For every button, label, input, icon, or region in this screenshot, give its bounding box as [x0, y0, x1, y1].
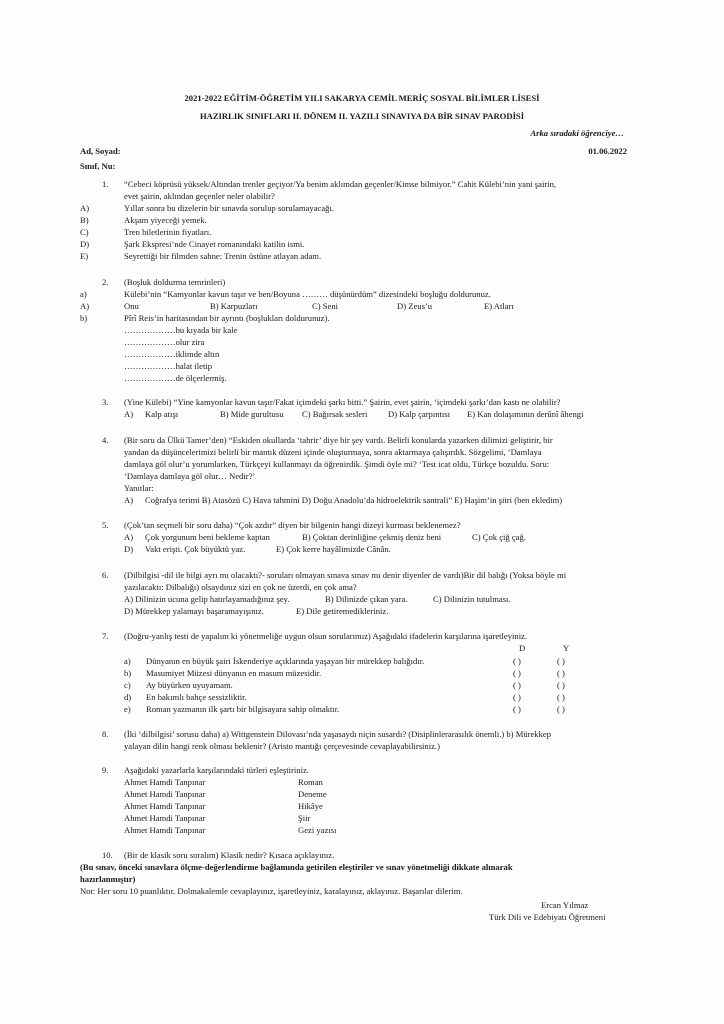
option-text: E) Kan dolaşımının derûnî âhengi	[467, 409, 584, 419]
question-number: 4.	[102, 435, 109, 445]
question-text: yalayan dilin hangi renk olması beklenir? (Aristo mantığı çerçevesinde cevaplayabilirsiniz.)	[124, 741, 440, 751]
option-text: Şark Ekspresi’nde Cinayet romanındaki katilin ismi.	[124, 239, 305, 249]
fill-blank-line: ………………olur zira	[124, 337, 205, 347]
item-label: d)	[124, 692, 132, 702]
question-text: (Bir de klasik soru soralım) Klasik nedir? Kısaca açıklayınız.	[124, 850, 335, 860]
exam-title-line1: 2021-2022 EĞİTİM-ÖĞRETİM YILI SAKARYA CEMİL MERİÇ SOSYAL BİLİMLER LİSESİ	[184, 93, 540, 103]
question-text: (Bir soru da Ülkü Tamer’den) “Eskiden okullarda ‘tahrir’ diye bir şey vardı. Belirli konularda yazarken dilimizi geliştirir, bir	[124, 435, 553, 445]
question-number: 7.	[102, 631, 109, 641]
option-text: E) Atları	[484, 301, 514, 311]
option-text: A) Dilinizin ucuna gelip hatırlayamadığınız şey.	[124, 594, 290, 604]
false-checkbox[interactable]: ( )	[557, 692, 565, 702]
item-label: c)	[124, 680, 131, 690]
false-checkbox[interactable]: ( )	[557, 704, 565, 714]
question-text: Aşağıdaki yazarlarla karşılarındaki türleri eşleştiriniz.	[124, 765, 309, 775]
option-text: B) Dilinizde çıkan yara.	[325, 594, 408, 604]
option-text: C) Dilinizin tutulması.	[433, 594, 511, 604]
author-name: Ahmet Hamdi Tanpınar	[124, 789, 206, 799]
question-number: 6.	[102, 570, 109, 580]
question-number: 8.	[102, 729, 109, 739]
option-text: Çok yorgunum beni bekleme kaptan	[145, 532, 270, 542]
author-name: Ahmet Hamdi Tanpınar	[124, 813, 206, 823]
column-header-false: Y	[563, 643, 570, 653]
question-number: 9.	[102, 765, 109, 775]
question-text: “Cebeci köprüsü yüksek/Altından trenler geçiyor/Ya benim aklımdan geçenler/Kimse bilmiyor.” Cahit Külebi’nin yani şairin,	[124, 179, 557, 189]
false-checkbox[interactable]: ( )	[557, 668, 565, 678]
item-label: e)	[124, 704, 131, 714]
fill-blank-line: ………………iklimde altın	[124, 349, 220, 359]
author-name: Ahmet Hamdi Tanpınar	[124, 777, 206, 787]
item-label: a)	[124, 656, 131, 666]
option-text: Onu	[124, 301, 139, 311]
question-number: 10.	[102, 850, 113, 860]
author-name: Ahmet Hamdi Tanpınar	[124, 801, 206, 811]
teacher-name: Ercan Yılmaz	[541, 900, 589, 910]
option-text: Yıllar sonra bu dizelerin bir sınavda sorulup sorulamayacağı.	[124, 203, 335, 213]
option-text: B) Karpuzları	[210, 301, 258, 311]
question-text: yazılacaktı: Dilbalığı) olsaydınız sizi en çok ne üzerdi, en çok ama?	[124, 582, 357, 592]
scoring-note: Not: Her soru 10 puanlıktır. Dolmakalemle cevaplayınız, işaretleyiniz, karalayınız, aklayınız. Başarılar dilerim.	[80, 886, 463, 896]
genre-name: Gezi yazısı	[298, 825, 337, 835]
genre-name: Şiir	[298, 813, 311, 823]
option-text: C) Bağırsak sesleri	[302, 409, 368, 419]
option-label: A)	[80, 203, 90, 213]
option-text: E) Dile getiremedikleriniz.	[296, 606, 389, 616]
column-header-true: D	[519, 643, 526, 653]
question-text: yandan da düşüncelerimizi belirli bir mantık düzeni içinde oluşturmaya, sonra aktarmaya çalışırdık. Sözgelimi, ‘Damlaya	[124, 447, 542, 457]
true-checkbox[interactable]: ( )	[513, 704, 521, 714]
sub-text: Külebi’nin “Kamyonlar kavun taşır ve ben/Boyuna ……… düşünürdüm” dizesindeki boşluğu doldurunuz.	[124, 289, 491, 299]
author-name: Ahmet Hamdi Tanpınar	[124, 825, 206, 835]
genre-name: Hikâye	[298, 801, 323, 811]
question-text: (Dilbilgisi -dil ile bilgi ayrı mı olacaktı?- soruları olmayan sınava sınav mı denir diyenler de vardı)Bir dil balığı (Yoksa böyle mi	[124, 570, 567, 580]
question-text: (Doğru-yanlış testi de yapalım ki yönetmeliğe uygun olsun sorularımız) Aşağıdaki ifadelerin karşılarına işaretleyiniz.	[124, 631, 528, 641]
option-label: C)	[80, 227, 89, 237]
option-text: C) Çok çiğ çağ.	[472, 532, 526, 542]
true-checkbox[interactable]: ( )	[513, 656, 521, 666]
false-checkbox[interactable]: ( )	[557, 680, 565, 690]
question-text: (Boşluk doldurma temrinleri)	[124, 277, 226, 287]
option-text: D) Kalp çarpıntısı	[388, 409, 451, 419]
option-text: C) Seni	[312, 301, 339, 311]
option-text: Vakt erişti. Çok büyüktü yaz.	[145, 544, 246, 554]
true-checkbox[interactable]: ( )	[513, 680, 521, 690]
item-text: En bakımlı bahçe sessizliktir.	[146, 692, 247, 702]
sub-label: a)	[80, 289, 87, 299]
option-label: B)	[80, 215, 89, 225]
item-text: Ay büyürken uyuyamam.	[146, 680, 233, 690]
option-text: Tren biletlerinin fiyatları.	[124, 227, 212, 237]
question-number: 3.	[102, 397, 109, 407]
item-text: Roman yazmanın ilk şartı bir bilgisayara sahip olmaktır.	[146, 704, 340, 714]
option-label: A)	[124, 495, 134, 505]
option-text: B) Çoktan derinliğine çekmiş deniz beni	[302, 532, 442, 542]
question-number: 1.	[102, 179, 109, 189]
question-text: (Çok’tan seçmeli bir soru daha) “Çok azdır” diyen bir bilgenin hangi dizeyi kurması beklenemez?	[124, 520, 461, 530]
option-text: Akşam yiyeceği yemek.	[124, 215, 207, 225]
option-label: A)	[124, 532, 134, 542]
exam-title-line2: HAZIRLIK SINIFLARI II. DÖNEM II. YAZILI SINAVIYA DA BİR SINAV PARODİSİ	[199, 111, 525, 121]
question-text: (Yine Külebi) “Yine kamyonlar kavun taşır/Fakat içimdeki şarkı bitti.” Şairin, evet şairin, ‘içimdeki şarkı’dan kastı ne olabilir?	[124, 397, 561, 407]
fill-blank-line: ………………bu kıyada bir kale	[124, 325, 238, 335]
sub-text: Pîrî Reis’in haritasından bir ayrıntı (boşlukları doldurunuz).	[124, 313, 330, 323]
question-number: 5.	[102, 520, 109, 530]
option-text: D) Mürekkep yalamayı başaramayışınız.	[124, 606, 264, 616]
genre-name: Roman	[298, 777, 323, 787]
item-text: Masumiyet Müzesi dünyanın en masum müzesidir.	[146, 668, 322, 678]
option-text: Kalp atışı	[145, 409, 179, 419]
item-text: Dünyanın en büyük şairi İskenderiye açıklarında yaşayan bir mürekkep balığıdır.	[146, 656, 425, 666]
false-checkbox[interactable]: ( )	[557, 656, 565, 666]
question-number: 2.	[102, 277, 109, 287]
question-text: (İki ‘dilbilgisi’ sorusu daha) a) Wittgenstein Dilovası’nda yaşasaydı niçin susardı? (Disiplinlerarasılık önemli.) b) Mürekkep	[124, 729, 552, 739]
option-label: A)	[124, 409, 134, 419]
option-text: Coğrafya terimi B) Atasözü C) Hava tahmini D) Doğu Anadolu’da hidroelektrik santrali” E) Haşim’in şiiri (ben ekledim)	[145, 495, 563, 505]
teacher-title: Türk Dili ve Edebiyatı Öğretmeni	[489, 912, 606, 922]
evaluation-note: (Bu sınav, önceki sınavlara ölçme-değerlendirme bağlamında getirilen eleştiriler ve sınav yönetmeliği dikkate alınarak	[80, 862, 513, 872]
question-text: Yanıtlar:	[124, 483, 154, 493]
sub-label: b)	[80, 313, 88, 323]
option-label: A)	[80, 301, 90, 311]
option-label: E)	[80, 251, 89, 261]
question-text: evet şairin, aklından geçenler neler olabilir?	[124, 191, 275, 201]
fill-blank-line: ………………de ölçerlermiş.	[124, 373, 227, 383]
genre-name: Deneme	[298, 789, 327, 799]
evaluation-note-cont: hazırlanmıştır)	[80, 874, 136, 884]
fill-blank-line: ………………halat iletip	[124, 361, 213, 371]
exam-date: 01.06.2022	[588, 146, 627, 156]
name-label: Ad, Soyad:	[80, 146, 121, 156]
question-text: damlaya göl olur’u yorumlarken, Türkçeyi kullanmayı da öğrenirdik. Şimdi öyle mi? ‘Test icat oldu, Türkçe bozuldu. Soru:	[124, 459, 550, 469]
option-label: D)	[80, 239, 90, 249]
option-text: D) Zeus’u	[397, 301, 433, 311]
class-label: Sınıf, Nu:	[80, 161, 116, 171]
true-checkbox[interactable]: ( )	[513, 668, 521, 678]
exam-subtitle: Arka sıradaki öğrenciye…	[530, 128, 624, 138]
option-text: E) Çok kerre hayâlimizde Cânân.	[276, 544, 391, 554]
option-text: B) Mide gurultusu	[220, 409, 284, 419]
question-text: ‘Damlaya damlaya göl olur… Nedir?’	[124, 471, 256, 481]
option-text: Seyrettiği bir filmden sahne: Trenin üstüne atlayan adam.	[124, 251, 322, 261]
option-label: D)	[124, 544, 134, 554]
item-label: b)	[124, 668, 132, 678]
true-checkbox[interactable]: ( )	[513, 692, 521, 702]
